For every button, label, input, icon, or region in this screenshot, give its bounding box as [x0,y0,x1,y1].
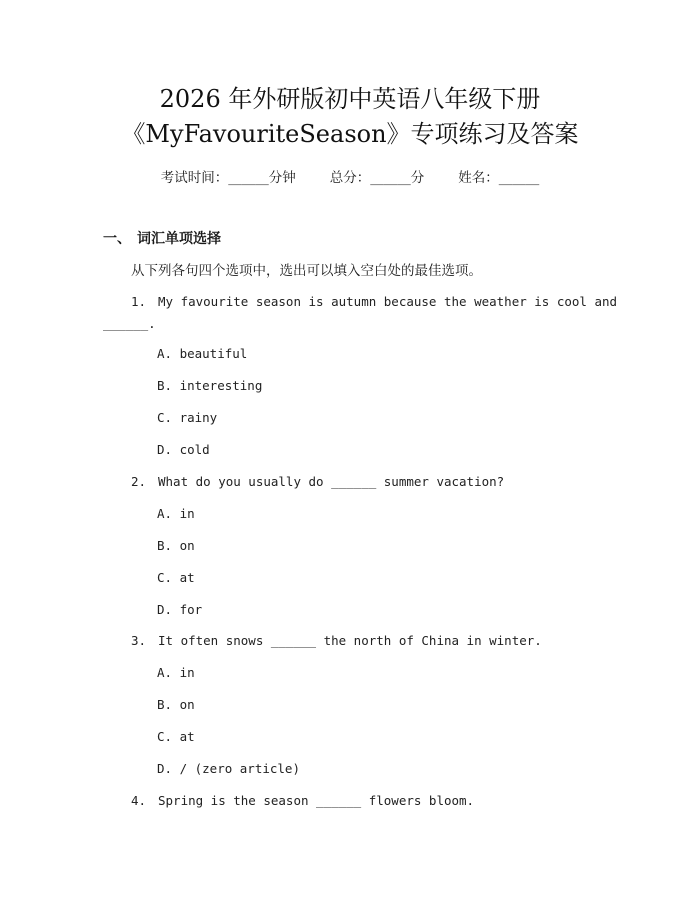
option-a: A. beautiful [157,346,248,361]
section-title: 词汇单项选择 [137,231,221,247]
question-number: 2. [131,474,147,489]
question-4 [131,791,474,811]
option-b: B. on [157,697,195,712]
option-a: A. in [157,665,195,680]
exam-score: 总分：______分 [329,170,425,186]
option-a: A. in [157,506,195,521]
question-text: Spring is the season ______ flowers bloom. [158,793,475,808]
section-heading [103,229,221,249]
document-title-line-1: 2026 年外研版初中英语八年级下册 [159,85,541,113]
document-title-line-2: 《MyFavouriteSeason》专项练习及答案 [121,120,579,148]
exam-info [0,168,700,188]
question-1-continuation: ______. [103,316,156,331]
question-2 [131,472,504,492]
exam-time: 考试时间：______分钟 [160,170,296,186]
option-c: C. rainy [157,410,218,425]
option-d: D. / (zero article) [157,761,300,776]
question-number: 3. [131,633,147,648]
question-text: It often snows ______ the north of China in winter. [158,633,542,648]
section-number: 一、 [103,231,131,247]
option-b: B. interesting [157,378,263,393]
question-number: 1. [131,294,147,309]
option-c: C. at [157,570,195,585]
question-number: 4. [131,793,147,808]
exam-name: 姓名：______ [458,170,540,186]
option-b: B. on [157,538,195,553]
option-d: D. cold [157,442,210,457]
question-3 [131,631,542,651]
question-text: What do you usually do ______ summer vacation? [158,474,505,489]
question-1 [131,292,617,312]
section-instruction: 从下列各句四个选项中，选出可以填入空白处的最佳选项。 [131,263,482,279]
option-c: C. at [157,729,195,744]
option-d: D. for [157,602,203,617]
question-text: My favourite season is autumn because the weather is cool and [158,294,618,309]
